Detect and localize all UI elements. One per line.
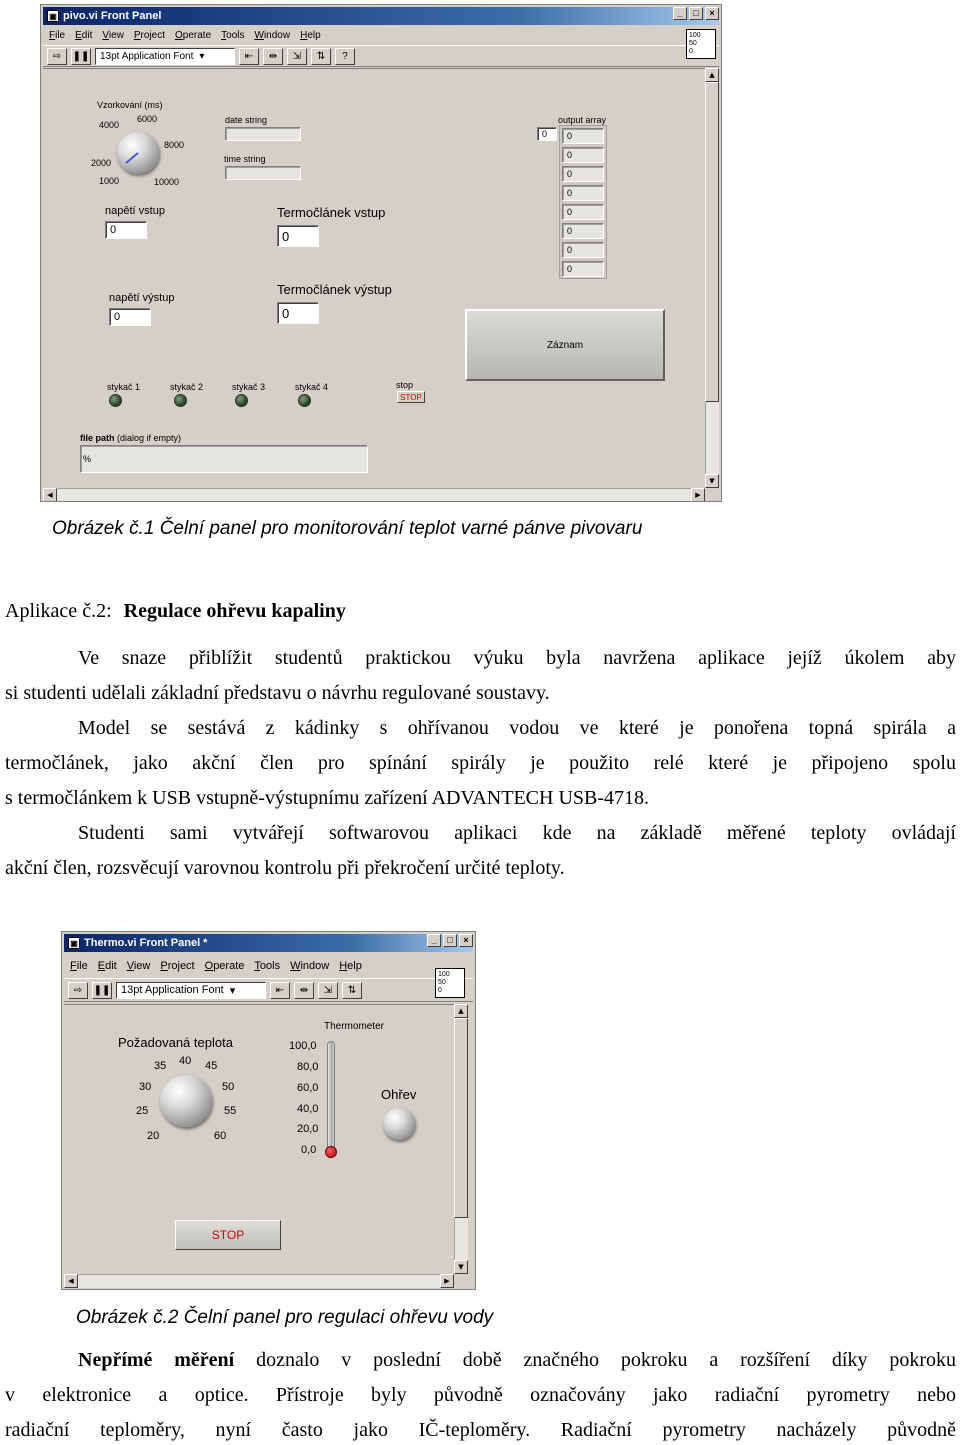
- vi-icon-text-50: 50: [438, 979, 446, 986]
- section-body: [5, 641, 956, 886]
- file-path-label: [80, 433, 181, 443]
- vi-icon-text-0: 0: [438, 987, 442, 994]
- figure2-vertical-scrollbar[interactable]: [454, 1004, 468, 1274]
- figure2-toolbar: [64, 978, 473, 1002]
- knob-tick-10000: 10000: [154, 177, 180, 187]
- knob-tick: 60: [214, 1130, 227, 1142]
- maximize-button[interactable]: □: [443, 934, 457, 947]
- chevron-down-icon: ▾: [229, 984, 236, 997]
- napeti-vystup-value: 0: [114, 311, 121, 323]
- scroll-down-icon[interactable]: ▼: [454, 1260, 468, 1274]
- termoclanek-vstup-value: 0: [282, 228, 290, 244]
- knob-tick-2000: 2000: [91, 158, 112, 168]
- array-cell-value: 0: [567, 245, 573, 255]
- vi-icon-text-0: 0: [689, 48, 693, 55]
- close-button[interactable]: ×: [705, 7, 719, 20]
- time-string-display: [225, 166, 301, 180]
- font-selector-label: 13pt Application Font: [121, 984, 224, 996]
- napeti-vystup-label: napětí výstup: [109, 292, 175, 304]
- figure2-panel: [64, 1004, 454, 1274]
- array-cell-value: 0: [567, 150, 573, 160]
- array-cell-value: 0: [567, 207, 573, 217]
- file-path-label-text: file path: [80, 433, 115, 443]
- thermometer-tick: 80,0: [297, 1061, 319, 1073]
- knob-tick: 50: [222, 1081, 235, 1093]
- scroll-up-icon[interactable]: ▲: [454, 1004, 468, 1018]
- vi-icon-text-50: 50: [689, 40, 697, 47]
- menu-window[interactable]: Window: [290, 959, 330, 972]
- paragraph-line: termočlánek, jako akční člen pro spínání spirály je použito relé které je připojeno spolu: [5, 752, 956, 774]
- closing-line: radiační teploměry, nyní často jako IČ-teploměry. Radiační pyrometry nacházely původně: [5, 1419, 956, 1441]
- thermometer-bulb: [325, 1146, 337, 1158]
- distribute-icon[interactable]: ⇹: [294, 982, 314, 999]
- reorder-icon[interactable]: ⇅: [342, 982, 362, 999]
- knob-label: Požadovaná teplota: [118, 1035, 233, 1050]
- array-cell: [562, 223, 604, 239]
- array-cell-value: 0: [567, 131, 573, 141]
- file-path-hint: (dialog if empty): [117, 433, 182, 443]
- knob-label: Vzorkování (ms): [97, 100, 163, 110]
- array-cell-value: 0: [567, 264, 573, 274]
- napeti-vstup-display: [105, 221, 147, 239]
- vi-file-icon: ▣: [47, 10, 59, 22]
- menu-edit[interactable]: Edit: [75, 30, 93, 41]
- time-string-label: time string: [224, 154, 266, 164]
- thermometer-label: Thermometer: [324, 1021, 385, 1032]
- stykac-1-led: [109, 394, 122, 407]
- array-cell: [562, 147, 604, 163]
- knob-tick: 45: [205, 1060, 218, 1072]
- output-array-frame: [559, 125, 607, 279]
- stop-label: stop: [396, 380, 414, 390]
- figure2-titlebar: [64, 934, 473, 952]
- menu-operate[interactable]: Operate: [204, 959, 245, 972]
- termoclanek-vstup-display: [277, 225, 319, 247]
- vi-connector-icon: [686, 29, 716, 59]
- knob-tick-8000: 8000: [164, 140, 185, 150]
- temperature-knob[interactable]: [160, 1075, 212, 1127]
- stykac-3-led: [235, 394, 248, 407]
- array-cell: [562, 261, 604, 277]
- knob-tick: 55: [224, 1105, 237, 1117]
- thermometer-tick: 20,0: [297, 1123, 319, 1135]
- knob-tick: 30: [139, 1081, 152, 1093]
- scroll-thumb[interactable]: [454, 1018, 468, 1218]
- knob-tick: 25: [136, 1105, 149, 1117]
- vi-file-icon: ▣: [68, 937, 80, 949]
- paragraph-line: Ve snaze přiblížit studentů praktickou výuku byla navržena aplikace jejíž úkolem aby: [78, 647, 956, 669]
- maximize-button[interactable]: □: [689, 7, 703, 20]
- paragraph-line: s termočlánkem k USB vstupně-výstupnímu zařízení ADVANTECH USB-4718.: [5, 787, 650, 809]
- thermometer-tick: 0,0: [301, 1144, 317, 1156]
- font-selector[interactable]: [95, 48, 235, 65]
- led-label: stykač 2: [170, 382, 204, 392]
- thermometer-tick: 100,0: [289, 1040, 317, 1052]
- scroll-right-icon[interactable]: ▶: [691, 488, 705, 502]
- pause-icon[interactable]: ❚❚: [71, 48, 91, 65]
- file-path-prefix: %: [83, 454, 92, 464]
- figure2-window-controls: [427, 934, 473, 947]
- run-arrow-icon[interactable]: ⇨: [47, 48, 67, 65]
- scroll-left-icon[interactable]: ◀: [64, 1274, 78, 1288]
- array-cell-value: 0: [567, 226, 573, 236]
- stop-button-label: STOP: [400, 392, 422, 402]
- menu-help[interactable]: Help: [300, 30, 321, 41]
- menu-file[interactable]: File: [49, 30, 66, 41]
- menu-view[interactable]: View: [126, 959, 151, 972]
- array-cell: [562, 185, 604, 201]
- knob-tick-1000: 1000: [99, 176, 120, 186]
- date-string-label: date string: [225, 115, 268, 125]
- knob-tick-4000: 4000: [99, 120, 120, 130]
- scroll-right-icon[interactable]: ▶: [440, 1274, 454, 1288]
- scroll-thumb[interactable]: [705, 82, 719, 402]
- zaznam-button-label: Záznam: [546, 339, 584, 351]
- menu-tools[interactable]: Tools: [221, 30, 245, 41]
- figure1-horizontal-scrollbar[interactable]: [43, 488, 705, 502]
- paragraph-line: si studenti udělali základní představu o návrhu regulované soustavy.: [5, 682, 550, 704]
- stop-button[interactable]: [175, 1220, 281, 1250]
- font-selector[interactable]: [116, 982, 266, 999]
- paragraph-line: Studenti sami vytvářejí softwarovou aplikaci kde na základě měřené teploty ovládají: [78, 822, 956, 844]
- file-path-control[interactable]: [80, 445, 368, 473]
- menu-file[interactable]: File: [70, 959, 88, 972]
- knob-tick: 40: [179, 1055, 192, 1067]
- figure1-caption: Obrázek č.1 Čelní panel pro monitorování teplot varné pánve pivovaru: [52, 518, 643, 539]
- knob-tick-6000: 6000: [137, 114, 158, 124]
- array-cell-value: 0: [567, 188, 573, 198]
- figure1-menubar: [43, 27, 719, 44]
- paragraph-line: akční člen, rozsvěcují varovnou kontrolu při překročení určité teploty.: [5, 857, 565, 879]
- output-array-label: output array: [558, 115, 607, 125]
- thermometer-tick: 40,0: [297, 1103, 319, 1115]
- closing-bold-lead: Nepřímé měření: [78, 1349, 235, 1371]
- led-label: stykač 3: [232, 382, 266, 392]
- napeti-vystup-display: [109, 308, 151, 326]
- knob-tick: 20: [147, 1130, 160, 1142]
- resize-icon[interactable]: ⇲: [287, 48, 307, 65]
- stykac-4-led: [298, 394, 311, 407]
- vi-icon-text-100: 100: [689, 32, 701, 39]
- menu-project[interactable]: Project: [133, 30, 165, 41]
- output-array-index-value: 0: [542, 129, 548, 139]
- font-selector-label: 13pt Application Font: [100, 50, 194, 62]
- menu-tools[interactable]: Tools: [254, 959, 281, 972]
- section-prefix: Aplikace č.2:: [5, 600, 112, 622]
- figure2-menubar: [64, 957, 473, 974]
- paragraph-line: Model se sestává z kádinky s ohřívanou vodou ve které je ponořena topná spirála a: [78, 717, 956, 739]
- napeti-vstup-value: 0: [110, 224, 117, 236]
- pause-icon[interactable]: ❚❚: [92, 982, 112, 999]
- array-cell: [562, 242, 604, 258]
- minimize-button[interactable]: _: [427, 934, 441, 947]
- chevron-down-icon: ▾: [199, 50, 205, 62]
- stop-button-label: STOP: [211, 1228, 245, 1242]
- align-icon[interactable]: ⇤: [239, 48, 259, 65]
- led-label: stykač 1: [107, 382, 141, 392]
- termoclanek-vystup-label: Termočlánek výstup: [277, 282, 392, 297]
- menu-edit[interactable]: Edit: [97, 959, 117, 972]
- menu-operate[interactable]: Operate: [175, 30, 212, 41]
- termoclanek-vystup-value: 0: [282, 305, 290, 321]
- reorder-icon[interactable]: ⇅: [311, 48, 331, 65]
- closing-line-1: [5, 1343, 956, 1378]
- figure2-caption: Obrázek č.2 Čelní panel pro regulaci ohřevu vody: [76, 1307, 494, 1328]
- ohrev-led: [383, 1108, 415, 1140]
- scroll-up-icon[interactable]: ▲: [705, 68, 719, 82]
- section-title: Regulace ohřevu kapaliny: [123, 600, 346, 622]
- figure1-titlebar: [43, 7, 719, 25]
- stykac-2-led: [174, 394, 187, 407]
- napeti-vstup-label: napětí vstup: [105, 205, 165, 217]
- figure1-vertical-scrollbar[interactable]: [705, 68, 719, 488]
- thermometer-tube: [327, 1041, 335, 1151]
- menu-project[interactable]: Project: [160, 959, 195, 972]
- figure1-window: [40, 4, 722, 502]
- knob-pointer-icon: [117, 132, 159, 174]
- closing-body: [5, 1343, 956, 1445]
- thermometer-tick: 60,0: [297, 1082, 319, 1094]
- figure1-title: pivo.vi Front Panel: [63, 10, 162, 22]
- menu-help[interactable]: Help: [339, 959, 362, 972]
- close-button[interactable]: ×: [459, 934, 473, 947]
- ohrev-label: Ohřev: [381, 1087, 417, 1102]
- vi-connector-icon: [435, 968, 465, 998]
- led-label: stykač 4: [295, 382, 329, 392]
- distribute-icon[interactable]: ⇹: [263, 48, 283, 65]
- figure1-window-controls: [673, 7, 719, 20]
- array-cell: [562, 128, 604, 144]
- scroll-down-icon[interactable]: ▼: [705, 474, 719, 488]
- termoclanek-vystup-display: [277, 302, 319, 324]
- output-array-index[interactable]: [537, 127, 557, 141]
- array-cell: [562, 166, 604, 182]
- minimize-button[interactable]: _: [673, 7, 687, 20]
- section-heading: [5, 600, 346, 623]
- resize-icon[interactable]: ⇲: [318, 982, 338, 999]
- closing-line: v elektronice a optice. Přístroje byly původně označovány jako radiační pyrometry nebo: [5, 1384, 956, 1406]
- figure2-window: [61, 931, 476, 1290]
- date-string-display: [225, 127, 301, 141]
- termoclanek-vstup-label: Termočlánek vstup: [277, 205, 386, 220]
- vi-icon-text-100: 100: [438, 971, 450, 978]
- menu-window[interactable]: Window: [254, 30, 291, 41]
- figure1-toolbar: [43, 45, 719, 67]
- stop-button[interactable]: [397, 391, 425, 403]
- sampling-knob[interactable]: [117, 132, 159, 174]
- figure2-title: Thermo.vi Front Panel *: [84, 937, 208, 949]
- array-cell: [562, 204, 604, 220]
- closing-line-1-rest: doznalo v poslední době značného pokroku a rozšíření díky pokroku: [234, 1349, 956, 1371]
- figure1-panel: [43, 68, 705, 488]
- array-cell-value: 0: [567, 169, 573, 179]
- run-arrow-icon[interactable]: ⇨: [68, 982, 88, 999]
- figure2-horizontal-scrollbar[interactable]: [64, 1274, 454, 1288]
- align-icon[interactable]: ⇤: [270, 982, 290, 999]
- scroll-left-icon[interactable]: ◀: [43, 488, 57, 502]
- menu-view[interactable]: View: [102, 30, 124, 41]
- knob-tick: 35: [154, 1060, 167, 1072]
- zaznam-button[interactable]: [465, 309, 665, 381]
- help-icon[interactable]: ?: [335, 48, 355, 65]
